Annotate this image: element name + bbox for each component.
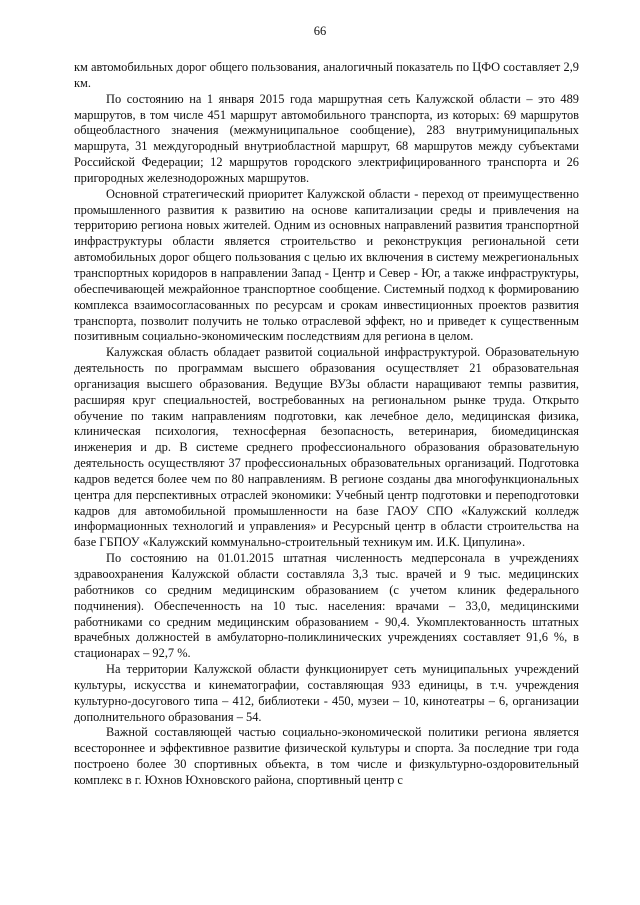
paragraph-sport: Важной составляющей частью социально-экономической политики региона является всестороннее и эффективное развитие физической культуры и спорта. За последние три года построено более 30 спортивных объекта, в том числе и физкультурно-оздоровительный комплекс в г. Юхнов Юхновского района, спортивный центр с [74, 725, 579, 787]
paragraph-strategic-priority: Основной стратегический приоритет Калужской области - переход от преимущественно промышленного развития к развитию на основе капитализации среды и привлечения на территорию региона новых жителей. Одним из основных направлений развития транспортной инфраструктуры области является строительство и реконструкция региональной сети автомобильных дорог общего пользования с целью их включения в систему межрегиональных транспортных коридоров в направлении Запад - Центр и Север - Юг, а также инфраструктуры, обеспечивающей межрайонное транспортное сообщение. Системный подход к формированию комплекса взаимосогласованных по ресурсам и срокам инвестиционных проектов развития транспорта, позволит получить не только отраслевой эффект, но и приведет к существенным позитивным социально-экономическим последствиям для региона в целом. [74, 186, 579, 344]
paragraph-healthcare: По состоянию на 01.01.2015 штатная численность медперсонала в учреждениях здравоохранения Калужской области составляла 3,3 тыс. врачей и 9 тыс. медицинских работников со средним медицинским образованием (с учетом клиник федерального подчинения). Обеспеченность на 10 тыс. населения: врачами – 33,0, медицинскими работниками со средним медицинским образованием - 90,4. Укомплектованность штатных врачебных должностей в амбулаторно-поликлинических учреждениях составляет 91,6 %, в стационарах – 92,7 %. [74, 551, 579, 661]
paragraph-route-network: По состоянию на 1 января 2015 года маршрутная сеть Калужской области – это 489 маршрутов, в том числе 451 маршрут автомобильного транспорта, из которых: 69 маршрутов общеобластного значения (межмуниципальное сообщение), 283 внутримуниципальных маршрута, 31 междугородный внутриобластной маршрут, 68 маршрутов между субъектами Российской Федерации; 12 маршрутов городского электрифицированного транспорта и 26 пригородных железнодорожных маршрутов. [74, 91, 579, 185]
paragraph-education: Калужская область обладает развитой социальной инфраструктурой. Образовательную деятельность по программам высшего образования осуществляет 21 образовательная организация высшего образования. Ведущие ВУЗы области наращивают темпы развития, расширяя круг специальностей, востребованных на региональном рынке труда. Открыто обучение по таким направлениям подготовки, как лечебное дело, медицинская физика, клиническая психология, техносферная безопасность, ветеринария, биомедицинская инженерия и др. В системе среднего профессионального образования образовательную деятельность осуществляют 37 профессиональных образовательных организаций. Подготовка кадров ведется более чем по 80 направлениям. В регионе созданы два многофункциональных центра для перспективных отраслей экономики: Учебный центр подготовки и переподготовки кадров для автомобильной промышленности на базе ГАОУ СПО «Калужский колледж информационных технологий и управления» и Ресурсный центр в области строительства на базе ГБПОУ «Калужский коммунально-строительный техникум им. И.К. Ципулина». [74, 345, 579, 550]
document-body [74, 60, 579, 789]
paragraph-culture: На территории Калужской области функционирует сеть муниципальных учреждений культуры, искусства и кинематографии, составляющая 933 единицы, в т.ч. учреждения культурно-досугового типа – 412, библиотеки - 450, музеи – 10, кинотеатры – 6, организации дополнительного образования – 54. [74, 662, 579, 724]
page-number: 66 [313, 24, 327, 38]
paragraph-road-density: км автомобильных дорог общего пользования, аналогичный показатель по ЦФО составляет 2,9 км. [74, 60, 579, 90]
